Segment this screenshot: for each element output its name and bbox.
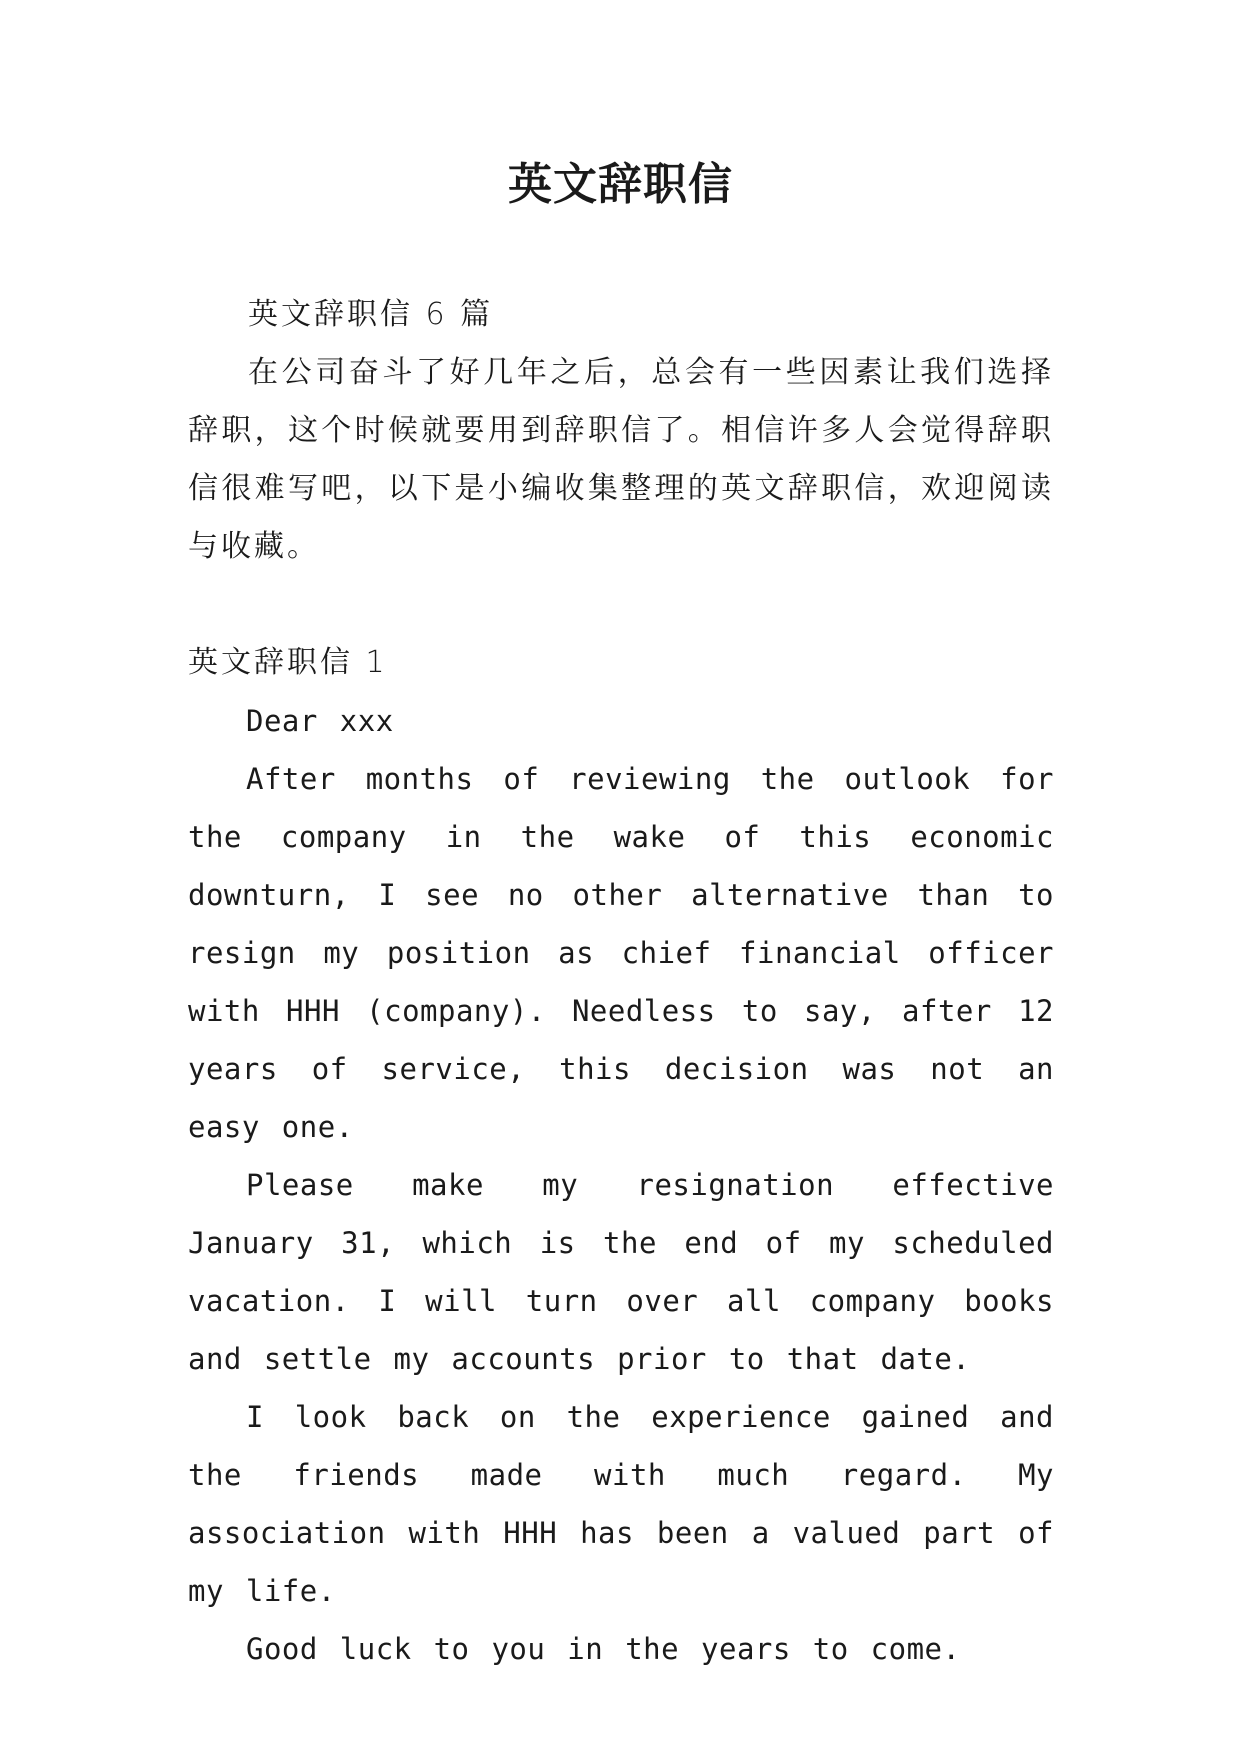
intro-heading: 英文辞职信 6 篇 — [248, 297, 494, 332]
letter-salutation: Dear xxx — [246, 704, 394, 738]
document-title: 英文辞职信 — [508, 159, 733, 210]
letter-paragraph-2: Please make my resignation effective January 31, which is the end of my scheduled vacation. I will turn over all company books and settle my accounts prior to that date. — [188, 1168, 1054, 1376]
letter-paragraph-1: After months of reviewing the outlook for the company in the wake of this economic downturn, I see no other alternative than to resign my position as chief financial officer with HHH (company). Needless to say, after 12 years of service, this decision was not an easy one. — [188, 762, 1054, 1144]
paragraph-gap — [188, 576, 1054, 634]
letter-paragraph-3: I look back on the experience gained and the friends made with much regard. My association with HHH has been a valued part of my life. — [188, 1400, 1054, 1608]
intro-paragraph: 在公司奋斗了好几年之后，总会有一些因素让我们选择辞职，这个时候就要用到辞职信了。相信许多人会觉得辞职信很难写吧，以下是小编收集整理的英文辞职信，欢迎阅读与收藏。 — [188, 355, 1054, 564]
document-body — [188, 286, 1054, 1678]
section-heading: 英文辞职信 1 — [188, 645, 388, 680]
letter-paragraph-4: Good luck to you in the years to come. — [246, 1632, 961, 1666]
